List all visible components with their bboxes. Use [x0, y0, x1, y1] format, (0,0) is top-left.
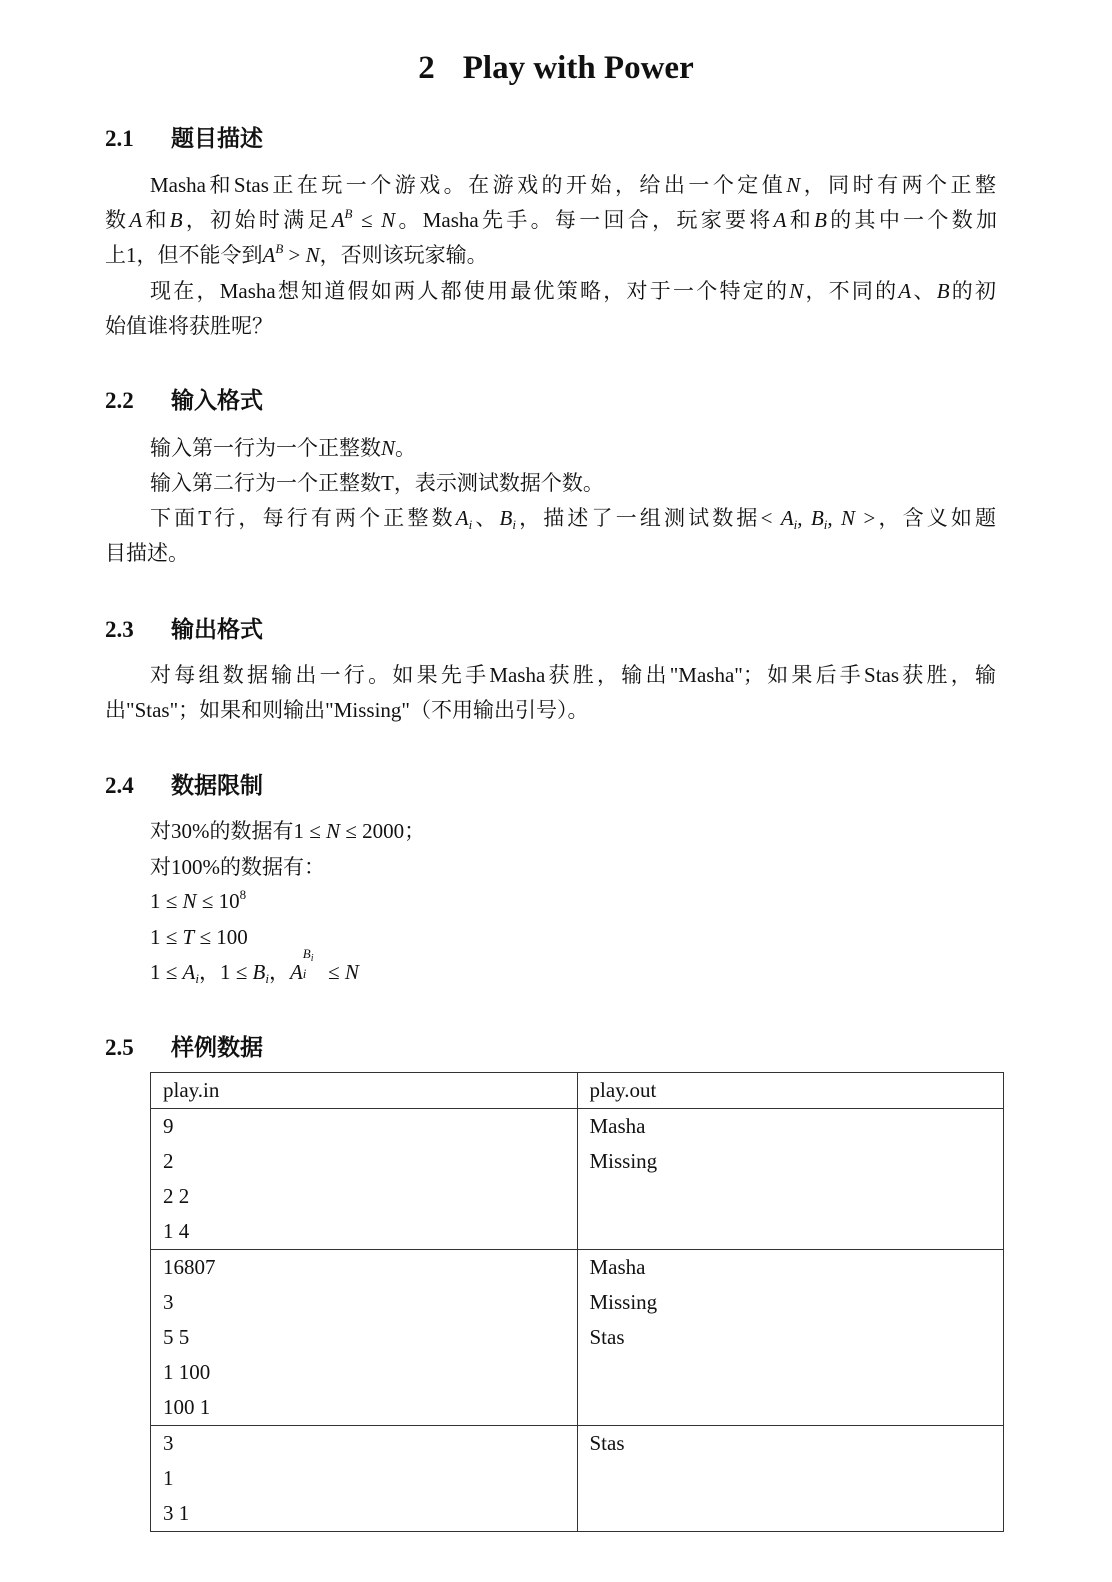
- math-sub: i: [265, 971, 269, 986]
- text: 的初: [949, 279, 997, 303]
- math-sub: i: [823, 517, 828, 532]
- section-heading-2-4: [105, 767, 263, 800]
- math-sub: i: [310, 953, 314, 964]
- math-var: A: [331, 208, 345, 232]
- text: 1 ≤: [150, 925, 183, 949]
- text: <: [760, 506, 781, 530]
- math-var: A: [129, 208, 143, 232]
- output-line: Missing: [589, 1290, 658, 1314]
- paragraph-line: [150, 501, 996, 536]
- table-row: [151, 1250, 1004, 1426]
- header-play-out: play.out: [577, 1073, 1004, 1109]
- math-sup: B: [275, 241, 284, 256]
- math-var: T: [182, 925, 195, 949]
- section-number: 2.1: [105, 126, 134, 151]
- math-var: B: [169, 208, 183, 232]
- text: 数: [105, 208, 130, 232]
- text: 的其中一个数加: [826, 208, 998, 232]
- paragraph-line: 始值谁将获胜呢？: [105, 314, 273, 338]
- text: ≤: [322, 960, 345, 984]
- input-cell: [151, 1250, 578, 1426]
- constraint-line: [150, 884, 246, 919]
- text: 和: [786, 208, 815, 232]
- math-var: N: [841, 506, 856, 530]
- table-row: [151, 1426, 1004, 1532]
- section-title: 题目描述: [171, 126, 263, 151]
- input-line: 2: [163, 1149, 174, 1173]
- math-var: A: [455, 506, 469, 530]
- text: ≤ 2000；: [340, 819, 426, 843]
- text: 。: [395, 436, 417, 460]
- output-cell: [577, 1426, 1004, 1532]
- paragraph-line: 对每组数据输出一行。如果先手Masha获胜，输出"Masha"；如果后手Stas获胜，输: [150, 663, 996, 687]
- math-sup: 8: [239, 887, 247, 902]
- section-heading-2-1: [105, 120, 263, 153]
- math-var: N: [786, 173, 801, 197]
- section-title: 样例数据: [171, 1035, 263, 1060]
- math-var: B: [814, 208, 827, 232]
- text: 1 ≤: [150, 889, 183, 913]
- text: 输入第一行为一个正整数: [150, 436, 381, 460]
- math-var: N: [344, 960, 359, 984]
- math-var: N: [182, 889, 197, 913]
- math-script: [302, 946, 323, 981]
- input-line: 100 1: [163, 1395, 211, 1419]
- page-title: [0, 50, 1112, 87]
- output-line: Masha: [589, 1255, 646, 1279]
- text: 下面T行，每行有两个正整数: [150, 506, 456, 530]
- output-cell: [577, 1109, 1004, 1250]
- text: 现在，Masha想知道假如两人都使用最优策略，对于一个特定的: [150, 279, 790, 303]
- input-line: 5 5: [163, 1325, 190, 1349]
- section-number: 2.3: [105, 617, 134, 642]
- text: 上1，但不能令到: [105, 243, 263, 267]
- math-var: A: [780, 506, 794, 530]
- section-heading-2-2: [105, 382, 263, 415]
- paragraph-line: [150, 274, 996, 309]
- input-line: 3: [163, 1431, 174, 1455]
- text: 和: [142, 208, 170, 232]
- math-var: A: [182, 960, 196, 984]
- math-var: B: [936, 279, 950, 303]
- header-play-in: play.in: [151, 1073, 578, 1109]
- text: 、: [911, 279, 937, 303]
- math-var: B: [302, 946, 311, 961]
- section-title: 输出格式: [171, 617, 263, 642]
- constraint-line: [150, 920, 248, 955]
- math-sub: i: [468, 517, 473, 532]
- output-line: Masha: [589, 1114, 646, 1138]
- section-number: 2.4: [105, 773, 134, 798]
- section-title: 输入格式: [171, 388, 263, 413]
- table-row: [151, 1109, 1004, 1250]
- paragraph-line: 输入第二行为一个正整数T，表示测试数据个数。: [150, 471, 604, 495]
- math-var: A: [898, 279, 912, 303]
- text: >: [283, 243, 306, 267]
- text: >: [855, 506, 876, 530]
- sample-data-table: [150, 1072, 1004, 1532]
- paragraph-line: [105, 238, 997, 273]
- math-sub: [303, 967, 307, 980]
- text: ≤: [352, 208, 382, 232]
- input-line: 1: [163, 1466, 174, 1490]
- constraint-line: 对100%的数据有：: [150, 855, 325, 879]
- section-heading-2-3: [105, 611, 263, 644]
- section-number: 2.5: [105, 1035, 134, 1060]
- input-line: 9: [163, 1114, 174, 1138]
- output-line: Stas: [589, 1431, 625, 1455]
- text: ，: [268, 960, 290, 984]
- text: Masha和Stas正在玩一个游戏。在游戏的开始，给出一个定值: [150, 173, 787, 197]
- constraint-line: [150, 946, 359, 990]
- text: ，同时有两个正整: [800, 173, 996, 197]
- text: ，含义如题: [875, 506, 997, 530]
- math-var: N: [326, 819, 341, 843]
- math-sup: [302, 946, 314, 964]
- math-var: B: [499, 506, 513, 530]
- text: ，不同的: [803, 279, 899, 303]
- text: 。Masha先手。每一回合，玩家要将: [395, 208, 774, 232]
- text: ，描述了一组测试数据: [515, 506, 761, 530]
- text: ，初始时满足: [182, 208, 332, 232]
- input-line: 2 2: [163, 1184, 190, 1208]
- table-header-row: [151, 1073, 1004, 1109]
- input-line: 1 4: [163, 1219, 190, 1243]
- math-var: N: [381, 208, 396, 232]
- input-cell: [151, 1109, 578, 1250]
- text: 1 ≤: [150, 960, 183, 984]
- paragraph-line: [150, 431, 416, 466]
- section-title: 数据限制: [171, 773, 263, 798]
- output-line: Missing: [589, 1149, 658, 1173]
- math-var: B: [810, 506, 824, 530]
- math-var: A: [773, 208, 787, 232]
- math-var: N: [381, 436, 396, 460]
- title-number: 2: [418, 50, 435, 86]
- paragraph-line: [105, 203, 997, 238]
- section-heading-2-5: [105, 1029, 263, 1062]
- paragraph-line: [150, 168, 996, 203]
- text: ,: [827, 506, 842, 530]
- constraint-line: [150, 814, 425, 849]
- math-sub: i: [793, 517, 798, 532]
- output-cell: [577, 1250, 1004, 1426]
- math-var: N: [789, 279, 804, 303]
- paragraph-line: 出"Stas"；如果和则输出"Missing"（不用输出引号）。: [105, 698, 589, 722]
- text: ，否则该玩家输。: [319, 243, 488, 267]
- input-line: 16807: [163, 1255, 216, 1279]
- paragraph-line: 目描述。: [105, 541, 189, 565]
- math-var: A: [289, 960, 303, 984]
- title-text: Play with Power: [462, 50, 694, 86]
- math-var: i: [302, 966, 307, 981]
- input-line: 3 1: [163, 1501, 190, 1525]
- input-line: 1 100: [163, 1360, 211, 1384]
- math-sup: B: [344, 206, 353, 221]
- section-number: 2.2: [105, 388, 134, 413]
- input-line: 3: [163, 1290, 174, 1314]
- math-var: B: [252, 960, 266, 984]
- output-line: Stas: [589, 1325, 625, 1349]
- text: ，1 ≤: [198, 960, 253, 984]
- text: 、: [472, 506, 500, 530]
- math-sub: i: [512, 517, 516, 532]
- math-var: A: [262, 243, 276, 267]
- text: 对30%的数据有1 ≤: [150, 819, 327, 843]
- input-cell: [151, 1426, 578, 1532]
- math-sub: i: [195, 971, 199, 986]
- text: ≤ 10: [196, 889, 240, 913]
- text: ,: [797, 506, 811, 530]
- text: ≤ 100: [194, 925, 248, 949]
- math-var: N: [305, 243, 320, 267]
